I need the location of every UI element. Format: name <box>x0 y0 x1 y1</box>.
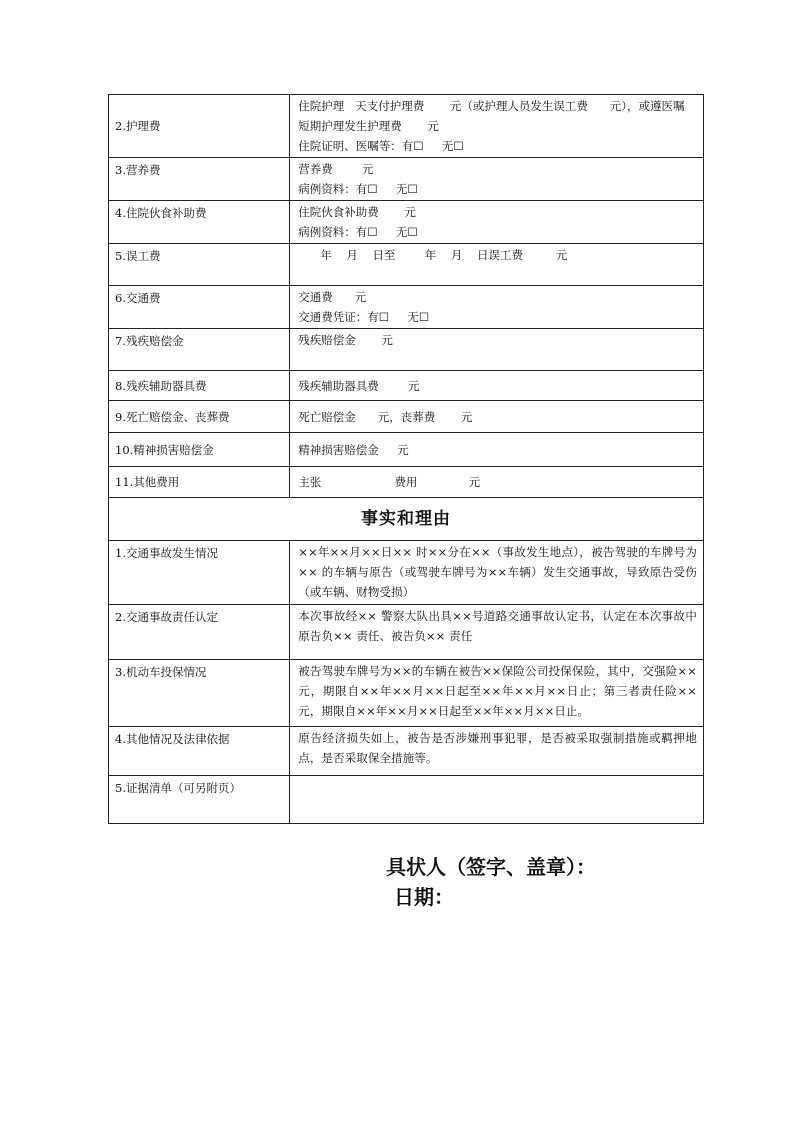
date-label: 日期： <box>394 885 454 909</box>
value-line: 病例资料：有☐ 无☐ <box>298 225 418 239</box>
cost-row-disability-aids <box>109 371 704 401</box>
cost-row-meal-subsidy <box>109 201 704 244</box>
cost-row-lost-wages <box>109 244 704 286</box>
row-value[interactable] <box>290 660 704 727</box>
value-line: 残疾辅助器具费 元 <box>298 378 420 393</box>
row-label: 3.机动车投保情况 <box>109 660 290 727</box>
row-value[interactable] <box>290 467 704 498</box>
cost-row-nursing <box>109 95 704 158</box>
row-value[interactable] <box>290 286 704 329</box>
value-text: ××年××月××日×× 时××分在××（事故发生地点），被告驾驶的车牌号为×× 的车辆与原告（或驾驶车牌号为××车辆）发生交通事故，导致原告受伤（或车辆、财物受损） <box>298 545 697 599</box>
value-line: 交通费 元 <box>298 290 367 304</box>
fact-row-insurance <box>109 660 704 727</box>
row-label: 9.死亡赔偿金、丧葬费 <box>109 401 290 433</box>
value-line: 精神损害赔偿金 元 <box>298 442 409 457</box>
value-line: 住院护理 天支付护理费 元（或护理人员发生误工费 元），或遵医嘱 <box>298 99 685 113</box>
section-title: 事实和理由 <box>109 498 704 541</box>
row-label: 11.其他费用 <box>109 467 290 498</box>
row-value[interactable] <box>290 371 704 401</box>
row-label: 2.交通事故责任认定 <box>109 605 290 660</box>
cost-row-death-funeral <box>109 401 704 433</box>
row-label: 7.残疾赔偿金 <box>109 329 290 371</box>
signer-label: 具状人（签字、盖章）： <box>386 855 596 879</box>
value-line: 营养费 元 <box>298 162 374 176</box>
fact-row-accident <box>109 541 704 605</box>
row-label: 1.交通事故发生情况 <box>109 541 290 605</box>
fact-row-other-legal-basis <box>109 727 704 776</box>
row-label: 5.证据清单（可另附页） <box>109 776 290 824</box>
cost-row-nutrition <box>109 158 704 201</box>
row-label: 4.住院伙食补助费 <box>109 201 290 244</box>
fact-row-evidence-list <box>109 776 704 824</box>
row-value[interactable] <box>290 201 704 244</box>
row-label: 4.其他情况及法律依据 <box>109 727 290 776</box>
row-label: 6.交通费 <box>109 286 290 329</box>
row-label: 2.护理费 <box>109 95 290 158</box>
row-value[interactable] <box>290 401 704 433</box>
value-line: 交通费凭证：有☐ 无☐ <box>298 310 430 324</box>
value-text: 本次事故经×× 警察大队出具××号道路交通事故认定书，认定在本次事故中原告负×× 责任、被告负×× 责任 <box>298 609 697 643</box>
row-value[interactable] <box>290 433 704 467</box>
value-line: 住院证明、医嘱等：有☐ 无☐ <box>298 139 464 153</box>
cost-row-mental-damage <box>109 433 704 467</box>
row-label: 5.误工费 <box>109 244 290 286</box>
signature-block <box>386 852 596 912</box>
row-label: 3.营养费 <box>109 158 290 201</box>
row-value[interactable] <box>290 95 704 158</box>
value-text: 原告经济损失如上，被告是否涉嫌刑事犯罪，是否被采取强制措施或羁押地点，是否采取保全措施等。 <box>298 731 697 765</box>
row-value[interactable] <box>290 244 704 286</box>
row-label: 8.残疾辅助器具费 <box>109 371 290 401</box>
row-value[interactable] <box>290 158 704 201</box>
row-value[interactable] <box>290 727 704 776</box>
row-value[interactable] <box>290 541 704 605</box>
row-value[interactable] <box>290 605 704 660</box>
value-line: 住院伙食补助费 元 <box>298 205 416 219</box>
value-line: 残疾赔偿金 元 <box>298 333 393 347</box>
value-text: 被告驾驶车牌号为××的车辆在被告××保险公司投保保险，其中，交强险××元，期限自××年××月××日起至××年××月××日止；第三者责任险××元，期限自××年××月××日起至××年××月××日止。 <box>298 664 697 718</box>
cost-row-transport <box>109 286 704 329</box>
row-value[interactable] <box>290 776 704 824</box>
fact-row-liability <box>109 605 704 660</box>
section-title-row <box>109 498 704 541</box>
row-value[interactable] <box>290 329 704 371</box>
cost-row-disability-compensation <box>109 329 704 371</box>
value-line: 死亡赔偿金 元，丧葬费 元 <box>298 409 473 424</box>
value-line: 病例资料：有☐ 无☐ <box>298 182 418 196</box>
cost-row-other <box>109 467 704 498</box>
value-line: 主张 费用 元 <box>298 475 481 489</box>
value-line: 短期护理发生护理费 元 <box>298 119 439 133</box>
complaint-form-table <box>108 94 704 824</box>
value-line: 年 月 日至 年 月 日误工费 元 <box>298 248 568 262</box>
row-label: 10.精神损害赔偿金 <box>109 433 290 467</box>
